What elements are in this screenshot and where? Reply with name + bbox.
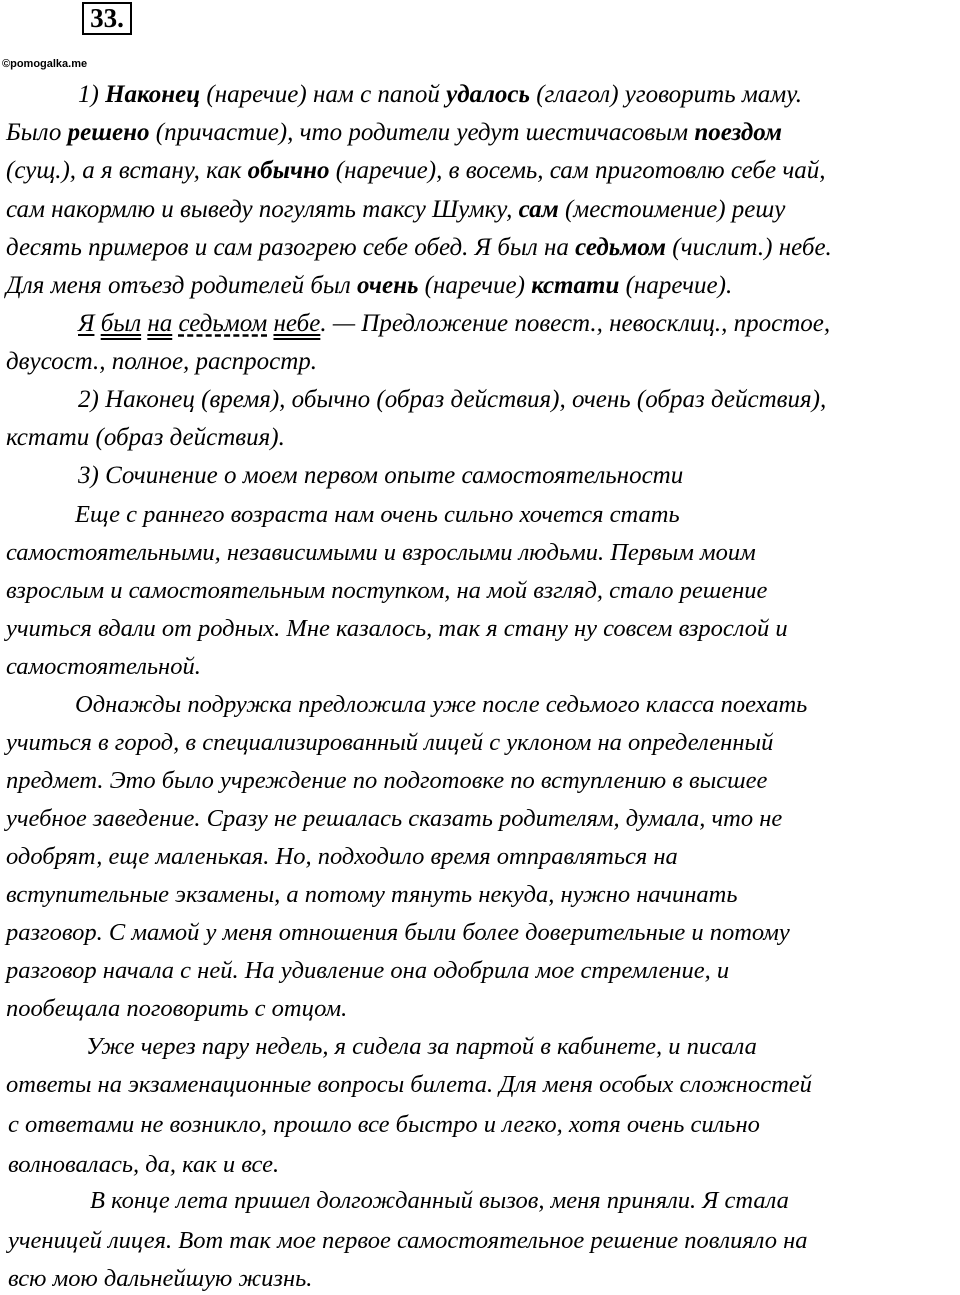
task-number-box [82,2,132,35]
text-line: 2) Наконец (время), обычно (образ действия), очень (образ действия), [78,386,827,413]
essay-line: учиться в город, в специализированный лицей с уклоном на определенный [6,729,774,756]
highlighted-word: седьмом [575,234,667,261]
essay-line: ученицей лицея. Вот так мое первое самостоятельное решение повлияло на [8,1227,808,1254]
essay-line: вступительные экзамены, а потому тянуть некуда, нужно начинать [6,881,738,908]
highlighted-word: обычно [247,157,330,184]
essay-line: предмет. Это было учреждение по подготовке по вступлению в высшее [6,767,768,794]
watermark: ©pomogalka.me [2,58,88,70]
modifier-word: седьмом [178,310,268,337]
essay-line: пообещала поговорить с отцом. [6,995,348,1022]
essay-line: учиться вдали от родных. Мне казалось, так я стану ну совсем взрослой и [6,615,788,642]
essay-line: всю мою дальнейшую жизнь. [8,1265,313,1292]
essay-line: разговор. С мамой у меня отношения были более доверительные и потому [6,919,790,946]
essay-line: В конце лета пришел долгожданный вызов, меня приняли. Я стала [90,1187,789,1214]
essay-line: ответы на экзаменационные вопросы билета. Для меня особых сложностей [6,1071,812,1098]
highlighted-word: решено [67,119,150,146]
essay-line: Однажды подружка предложила уже после седьмого класса поехать [75,691,808,718]
highlighted-word: Наконец [105,81,201,108]
essay-line: учебное заведение. Сразу не решалась сказать родителям, думала, что не [6,805,783,832]
highlighted-word: сам [518,196,559,223]
essay-line: Еще с раннего возраста нам очень сильно хочется стать [75,501,680,528]
essay-line: волновалась, да, как и все. [8,1151,280,1178]
predicate-word: на [147,310,173,337]
text-line: кстати (образ действия). [6,424,285,451]
text-line: десять примеров и сам разогрею себе обед. Я был на седьмом (числит.) небе. [6,234,832,261]
essay-line: разговор начала с ней. На удивление она одобрила мое стремление, и [6,957,730,984]
highlighted-word: очень [357,272,419,299]
essay-line: взрослым и самостоятельным поступком, на мой взгляд, стало решение [6,577,768,604]
text-line: (сущ.), а я встану, как обычно (наречие), в восемь, сам приготовлю себе чай, [6,157,826,184]
highlighted-word: удалось [446,81,530,108]
text-line: двусост., полное, распростр. [6,348,318,375]
predicate-word: был [100,310,142,337]
essay-line: самостоятельной. [6,653,201,680]
essay-line: самостоятельными, независимыми и взрослыми людьми. Первым моим [6,539,756,566]
text-line: Для меня отъезд родителей был очень (наречие) кстати (наречие). [6,272,733,299]
text-line: сам накормлю и выведу погулять таксу Шумку, сам (местоимение) решу [6,196,786,223]
highlighted-word: поездом [694,119,782,146]
essay-line: Уже через пару недель, я сидела за партой в кабинете, и писала [86,1033,757,1060]
essay-line: одобрят, еще маленькая. Но, подходило время отправляться на [6,843,678,870]
essay-line: с ответами не возникло, прошло все быстро и легко, хотя очень сильно [8,1111,760,1138]
text-line: Было решено (причастие), что родители уедут шестичасовым поездом [6,119,782,146]
sentence-parse-line: Я был на седьмом небе. — Предложение повест., невосклиц., простое, [78,310,831,337]
text-line: 1) Наконец (наречие) нам с папой удалось (глагол) уговорить маму. [78,81,802,108]
essay-title: 3) Сочинение о моем первом опыте самостоятельности [78,462,684,489]
predicate-word: небе [273,310,321,337]
highlighted-word: кстати [531,272,620,299]
task-number: 33. [90,3,124,33]
subject-word: Я [78,310,95,337]
